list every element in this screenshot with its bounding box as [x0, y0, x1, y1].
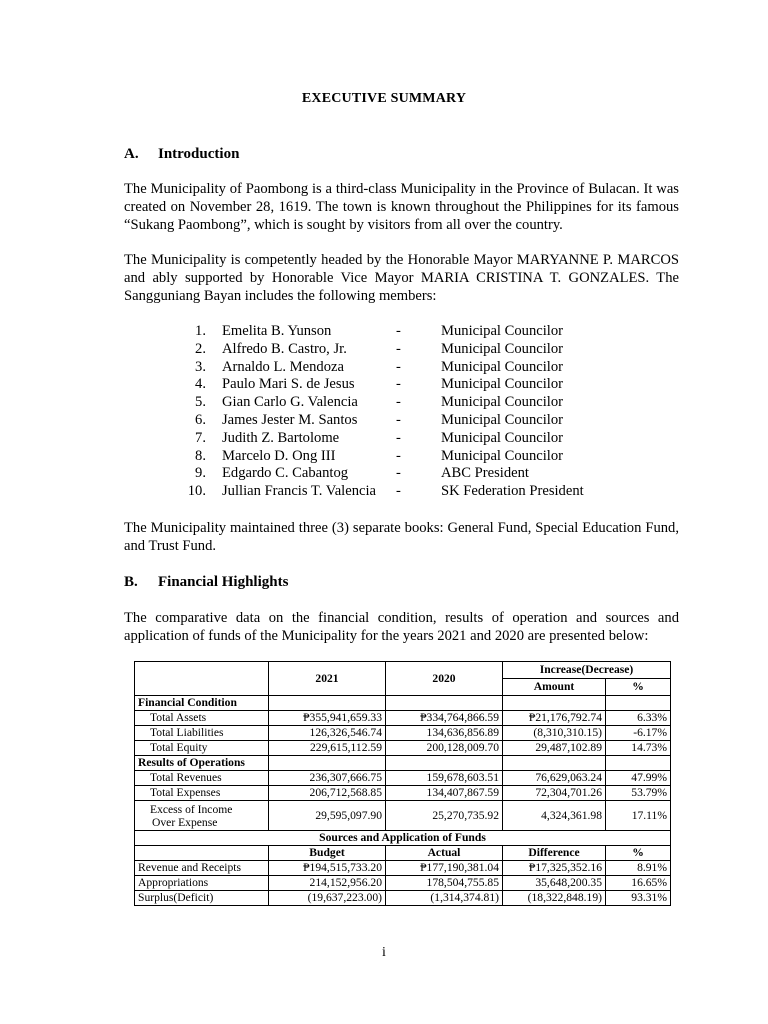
table-row: [135, 861, 671, 876]
cell-amount: ₱21,176,792.74: [503, 711, 606, 726]
member-number: 3.: [195, 358, 206, 375]
results-of-operations-label: Results of Operations: [135, 756, 269, 771]
intro-paragraph-2: The Municipality is competently headed by the Honorable Mayor MARYANNE P. MARCOS and ably supported by Honorable Vice Mayor MARIA CRISTINA T. GONZALES. The Sangguniang Bayan includes the following members:: [124, 252, 679, 304]
cell-2021: 229,615,112.59: [269, 741, 386, 756]
member-position: Municipal Councilor: [441, 323, 564, 339]
cell-actual: 178,504,755.85: [386, 876, 503, 891]
table-row: [135, 786, 671, 801]
member-name: Emelita B. Yunson: [222, 323, 332, 339]
cell-2021: ₱355,941,659.33: [269, 711, 386, 726]
member-number: 5.: [195, 394, 206, 411]
section-b-letter: B.: [124, 574, 138, 590]
cell-actual: ₱177,190,381.04: [386, 861, 503, 876]
member-name: Arnaldo L. Mendoza: [222, 358, 344, 375]
header-amount: Amount: [503, 679, 606, 696]
row-label: Total Liabilities: [135, 726, 269, 741]
cell-percent: 6.33%: [606, 711, 671, 726]
member-position: ABC President: [441, 465, 529, 482]
member-dash: -: [396, 340, 401, 357]
section-row: [135, 756, 671, 771]
table-subheader-row: [135, 846, 671, 861]
cell-amount: 29,487,102.89: [503, 741, 606, 756]
cell-2020: 25,270,735.92: [386, 801, 503, 831]
list-item: [0, 430, 768, 448]
member-name: Judith Z. Bartolome: [222, 429, 340, 446]
excess-label-line-2: Over Expense: [152, 815, 218, 829]
member-dash: -: [396, 429, 401, 446]
member-dash: -: [396, 483, 401, 500]
member-position: Municipal Councilor: [441, 340, 564, 357]
excess-label-line-1: Excess of Income: [150, 802, 233, 816]
cell-2021: 236,307,666.75: [269, 771, 386, 786]
member-name: Alfredo B. Castro, Jr.: [222, 340, 347, 357]
cell-percent: 17.11%: [606, 801, 671, 831]
member-name: Edgardo C. Cabantog: [222, 465, 349, 482]
cell-difference: (18,322,848.19): [503, 891, 606, 906]
cell-2021: 29,595,097.90: [269, 801, 386, 831]
member-number: 8.: [195, 447, 206, 464]
member-number: 10.: [187, 483, 206, 500]
intro-paragraph-3: The Municipality maintained three (3) separate books: General Fund, Special Education Fund, and Trust Fund.: [124, 520, 679, 554]
row-label: Revenue and Receipts: [135, 861, 269, 876]
cell-2020: 134,636,856.89: [386, 726, 503, 741]
header-blank-cell: [135, 846, 269, 861]
member-position: Municipal Councilor: [441, 447, 564, 464]
header-actual: Actual: [386, 846, 503, 861]
cell-amount: (8,310,310.15): [503, 726, 606, 741]
section-a-letter: A.: [124, 146, 139, 162]
section-a-title: Introduction: [158, 146, 240, 162]
member-name: Marcelo D. Ong III: [222, 447, 336, 464]
table-row: [135, 741, 671, 756]
section-a-heading: [124, 146, 239, 163]
page-title: EXECUTIVE SUMMARY: [301, 91, 467, 106]
member-name: Gian Carlo G. Valencia: [222, 394, 358, 411]
table-row: [135, 726, 671, 741]
list-item: [0, 465, 768, 483]
cell-2020: 159,678,603.51: [386, 771, 503, 786]
list-item: [0, 412, 768, 430]
header-2021: 2021: [269, 662, 386, 696]
row-label: Total Equity: [135, 741, 269, 756]
header-increase-decrease: Increase(Decrease): [503, 662, 671, 679]
row-label-excess: [135, 801, 269, 831]
member-number: 1.: [195, 323, 206, 339]
section-row: [135, 831, 671, 846]
cell-2020: ₱334,764,866.59: [386, 711, 503, 726]
row-label: Surplus(Deficit): [135, 891, 269, 906]
member-dash: -: [396, 323, 401, 339]
cell-2020: 200,128,009.70: [386, 741, 503, 756]
sources-application-label: Sources and Application of Funds: [135, 831, 671, 846]
table-row: [135, 801, 671, 831]
table-row: [135, 891, 671, 906]
cell-budget: (19,637,223.00): [269, 891, 386, 906]
member-dash: -: [396, 376, 401, 393]
cell-percent: 47.99%: [606, 771, 671, 786]
member-dash: -: [396, 358, 401, 375]
cell-difference: ₱17,325,352.16: [503, 861, 606, 876]
table-row: [135, 876, 671, 891]
section-row: [135, 696, 671, 711]
list-item: [0, 359, 768, 377]
table-header-row: [135, 662, 671, 679]
table-row: [135, 711, 671, 726]
row-label: Total Revenues: [135, 771, 269, 786]
member-number: 4.: [195, 376, 206, 393]
member-position: SK Federation President: [441, 483, 584, 500]
list-item: [0, 323, 768, 341]
list-item: [0, 341, 768, 359]
header-2020: 2020: [386, 662, 503, 696]
member-number: 7.: [195, 429, 206, 446]
member-position: Municipal Councilor: [441, 358, 564, 375]
header-blank-cell: [135, 662, 269, 696]
financial-paragraph: The comparative data on the financial condition, results of operation and sources and application of funds of the Municipality for the years 2021 and 2020 are presented below:: [124, 610, 679, 644]
header-difference: Difference: [503, 846, 606, 861]
list-item: [0, 448, 768, 466]
row-label: Appropriations: [135, 876, 269, 891]
cell-percent: 8.91%: [606, 861, 671, 876]
financial-highlights-table: [134, 661, 671, 906]
member-position: Municipal Councilor: [441, 429, 564, 446]
cell-percent: 53.79%: [606, 786, 671, 801]
cell-difference: 35,648,200.35: [503, 876, 606, 891]
header-percent: %: [606, 846, 671, 861]
cell-actual: (1,314,374.81): [386, 891, 503, 906]
cell-amount: 76,629,063.24: [503, 771, 606, 786]
cell-percent: 14.73%: [606, 741, 671, 756]
cell-2021: 206,712,568.85: [269, 786, 386, 801]
member-dash: -: [396, 465, 401, 482]
member-number: 9.: [195, 465, 206, 482]
council-members-list: [0, 323, 768, 501]
member-dash: -: [396, 447, 401, 464]
list-item: [0, 394, 768, 412]
member-number: 6.: [195, 411, 206, 428]
member-name: Paulo Mari S. de Jesus: [222, 376, 355, 393]
header-percent: %: [606, 679, 671, 696]
member-number: 2.: [195, 340, 206, 357]
list-item: [0, 376, 768, 394]
cell-2020: 134,407,867.59: [386, 786, 503, 801]
section-b-title: Financial Highlights: [158, 574, 289, 590]
cell-budget: 214,152,956.20: [269, 876, 386, 891]
member-name: James Jester M. Santos: [222, 411, 358, 428]
row-label: Total Assets: [135, 711, 269, 726]
financial-condition-label: Financial Condition: [135, 696, 269, 711]
intro-paragraph-1: The Municipality of Paombong is a third-class Municipality in the Province of Bulacan. It was created on November 28, 1619. The town is known throughout the Philippines for its famous “Sukang Paombong”, which is sought by visitors from all over the country.: [124, 181, 679, 233]
page-number: i: [382, 945, 386, 960]
cell-percent: 16.65%: [606, 876, 671, 891]
list-item: [0, 483, 768, 501]
header-budget: Budget: [269, 846, 386, 861]
cell-amount: 4,324,361.98: [503, 801, 606, 831]
member-position: Municipal Councilor: [441, 376, 564, 393]
cell-amount: 72,304,701.26: [503, 786, 606, 801]
member-name: Jullian Francis T. Valencia: [222, 483, 377, 500]
member-dash: -: [396, 411, 401, 428]
member-position: Municipal Councilor: [441, 394, 564, 411]
section-b-heading: [124, 574, 288, 591]
row-label: Total Expenses: [135, 786, 269, 801]
member-dash: -: [396, 394, 401, 411]
cell-2021: 126,326,546.74: [269, 726, 386, 741]
cell-percent: 93.31%: [606, 891, 671, 906]
cell-percent: -6.17%: [606, 726, 671, 741]
member-position: Municipal Councilor: [441, 411, 564, 428]
table-row: [135, 771, 671, 786]
cell-budget: ₱194,515,733.20: [269, 861, 386, 876]
